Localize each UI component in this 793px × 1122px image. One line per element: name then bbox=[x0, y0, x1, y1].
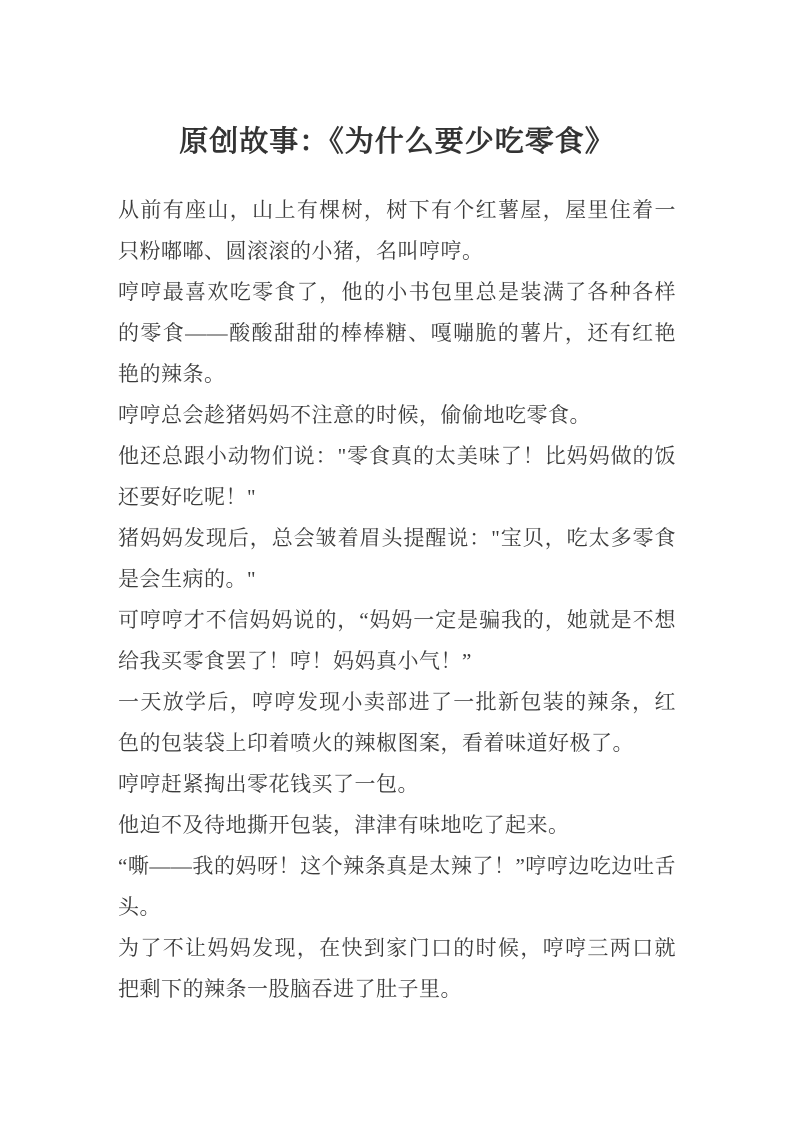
story-paragraph: 他迫不及待地撕开包装，津津有味地吃了起来。 bbox=[118, 813, 570, 837]
story-paragraph: 哼哼总会趁猪妈妈不注意的时候，偷偷地吃零食。 bbox=[118, 403, 591, 427]
story-paragraph: 哼哼最喜欢吃零食了，他的小书包里总是装满了各种各样的零食——酸酸甜甜的棒棒糖、嘎嘣脆的薯片，还有红艳艳的辣条。 bbox=[118, 280, 676, 386]
story-paragraph: 一天放学后，哼哼发现小卖部进了一批新包装的辣条，红色的包装袋上印着喷火的辣椒图案，看着味道好极了。 bbox=[118, 690, 676, 755]
story-paragraph: “嘶——我的妈呀！这个辣条真是太辣了！”哼哼边吃边吐舌头。 bbox=[118, 854, 676, 919]
story-paragraph: 他还总跟小动物们说："零食真的太美味了！比妈妈做的饭还要好吃呢！" bbox=[118, 444, 676, 509]
document-title: 原创故事：《为什么要少吃零食》 bbox=[179, 126, 615, 158]
story-paragraph: 从前有座山，山上有棵树，树下有个红薯屋，屋里住着一只粉嘟嘟、圆滚滚的小猪，名叫哼哼。 bbox=[118, 198, 676, 263]
story-paragraph: 为了不让妈妈发现，在快到家门口的时候，哼哼三两口就把剩下的辣条一股脑吞进了肚子里。 bbox=[118, 936, 676, 1001]
story-paragraph: 可哼哼才不信妈妈说的，“妈妈一定是骗我的，她就是不想给我买零食罢了！哼！妈妈真小气！” bbox=[118, 608, 676, 673]
story-paragraph: 哼哼赶紧掏出零花钱买了一包。 bbox=[118, 772, 419, 796]
document-body bbox=[118, 190, 676, 1010]
story-paragraph: 猪妈妈发现后，总会皱着眉头提醒说："宝贝，吃太多零食是会生病的。" bbox=[118, 526, 676, 591]
